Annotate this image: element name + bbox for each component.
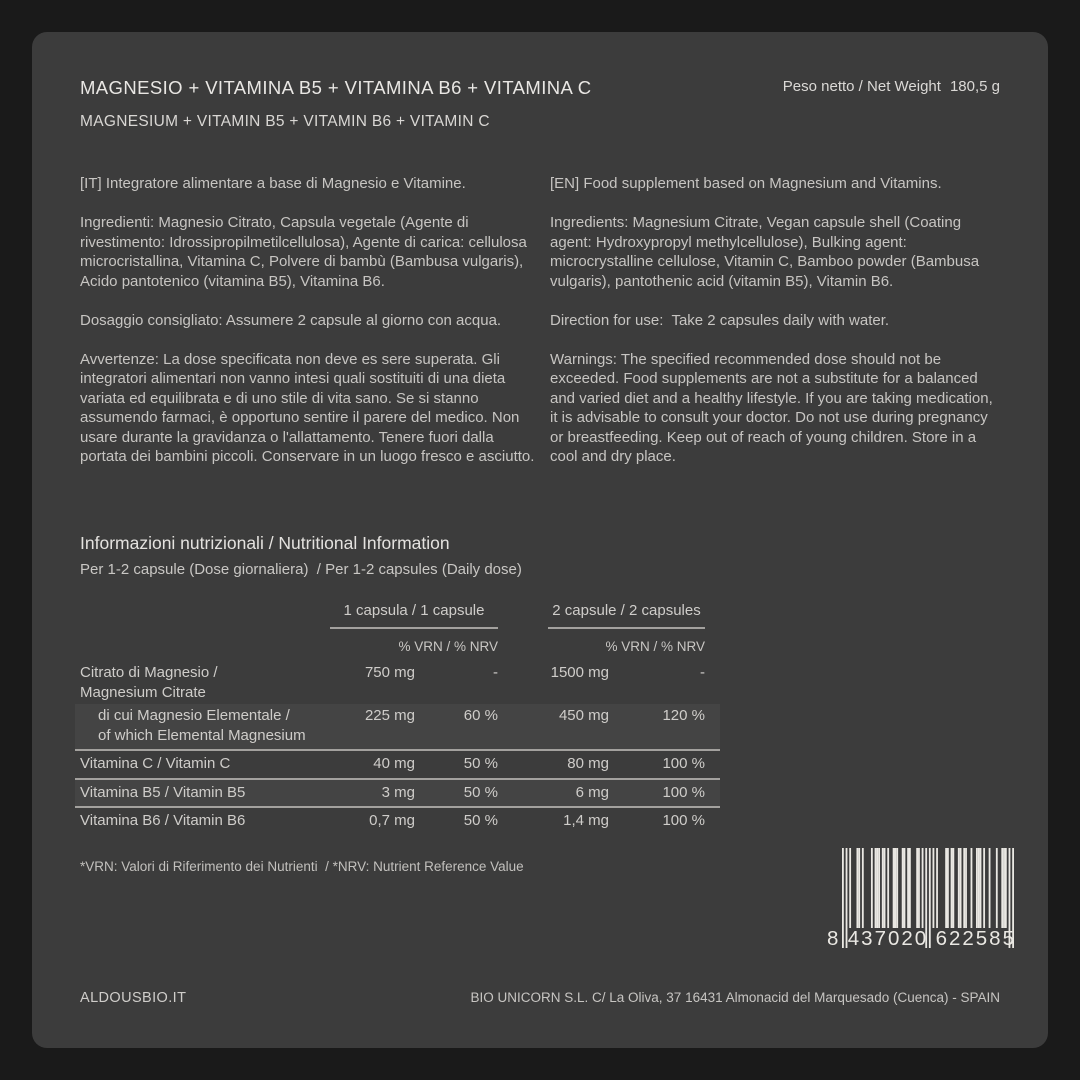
it-intro: [IT] Integratore alimentare a base di Magnesio e Vitamine. [80, 175, 466, 192]
english-text-column [550, 174, 1002, 486]
empty-cell [80, 601, 330, 630]
nutrition-table [75, 601, 720, 835]
barcode-digits [827, 927, 1016, 951]
nrv-2-capsules: 100 % [662, 755, 705, 772]
nutrient-name: Vitamina B6 / Vitamin B6 [80, 812, 246, 829]
en-warnings: Warnings: The specified recommended dose should not be exceeded. Food supplements are not a substitute for a balanced and varied diet and a healthy lifestyle. If you are taking medication, it is advisable to consult your doctor. Do not use during pregnancy or breastfeeding. Keep out of reach of young children. Store in a cool and dry place. [550, 350, 997, 465]
label-panel [32, 32, 1048, 1048]
nutrient-name-line1: Citrato di Magnesio / [80, 664, 218, 681]
amount-2-capsules: 1,4 mg [563, 812, 609, 829]
nutrient-name [80, 663, 330, 702]
nutrition-heading: Informazioni nutrizionali / Nutritional Information [80, 533, 450, 553]
product-title-italian: MAGNESIO + VITAMINA B5 + VITAMINA B6 + VITAMINA C [80, 77, 592, 98]
nrv-2-capsules: 100 % [662, 783, 705, 801]
table-column-headers [75, 601, 720, 630]
net-weight-label: Peso netto / Net Weight [782, 78, 941, 95]
net-weight-value: 180,5 g [949, 78, 1000, 95]
it-ingredients: Ingredienti: Magnesio Citrato, Capsula vegetale (Agente di rivestimento: Idrossipropilmetilcellulosa), Agente di carica: cellulosa microcristallina, Vitamina C, Polvere di bambù (Bambusa vulgaris), Acido pantotenico (vitamina B5), Vitamina B6. [80, 214, 532, 290]
net-weight [783, 76, 1000, 95]
amount-2-capsules: 6 mg [575, 783, 609, 801]
it-warnings: Avvertenze: La dose specificata non deve es sere superata. Gli integratori alimentari non vanno intesi quali sostituiti di una dieta variata ed equilibrata e di uno stile di vita sano. Se si stanno assumendo farmaci, è opportuno sentire il parere del medico. Non usare durante la gravidanza o l'allattamento. Tenere fuori dalla portata dei bambini piccoli. Conservare in un luogo fresco e asciutto. [80, 350, 535, 465]
barcode [827, 848, 1016, 952]
en-ingredients: Ingredients: Magnesium Citrate, Vegan capsule shell (Coating agent: Hydroxypropyl methylcellulose), Bulking agent: microcrystalline cellulose, Vitamin C, Bamboo powder (Bambusa vulgaris), pantothenic acid (vitamin B5), Vitamin B6. [550, 214, 984, 290]
nrv-1-capsule: 50 % [463, 783, 498, 801]
col-header-1-capsule: 1 capsula / 1 capsule [330, 601, 498, 630]
nutrient-name-line2: of which Elemental Magnesium [98, 726, 306, 744]
table-row-vitamin-c [75, 751, 720, 778]
manufacturer-address: BIO UNICORN S.L. C/ La Oliva, 37 16431 Almonacid del Marquesado (Cuenca) - SPAIN [470, 990, 1000, 1005]
website: ALDOUSBIO.IT [80, 990, 187, 1006]
nutrient-name-line2: Magnesium Citrate [80, 683, 206, 701]
table-nrv-headers [75, 629, 720, 661]
amount-2-capsules: 1500 mg [550, 664, 609, 681]
nrv-header-2: % VRN / % NRV [605, 639, 705, 654]
it-dosage: Dosaggio consigliato: Assumere 2 capsule al giorno con acqua. [80, 311, 502, 329]
table-row-elemental-magnesium [75, 704, 720, 749]
nrv-2-capsules: - [700, 664, 705, 681]
amount-2-capsules: 80 mg [567, 755, 609, 772]
barcode-digit-group-2: 622585 [935, 927, 1016, 950]
col-header-2-capsules: 2 capsule / 2 capsules [548, 601, 705, 630]
column-gap [498, 638, 548, 655]
nutrition-footnote: *VRN: Valori di Riferimento dei Nutrienti / *NRV: Nutrient Reference Value [80, 858, 524, 874]
amount-2-capsules: 450 mg [558, 707, 609, 724]
nutrition-section [80, 532, 1000, 874]
title-block [80, 76, 592, 132]
nutrient-name-line1: di cui Magnesio Elementale / [98, 707, 290, 724]
column-gap [498, 706, 548, 745]
amount-1-capsule: 40 mg [373, 755, 415, 772]
empty-cell [80, 638, 330, 655]
italian-text-column [80, 174, 540, 486]
nrv-2-capsules: 100 % [662, 812, 705, 829]
label-header [80, 76, 1000, 132]
nutrient-name [80, 706, 330, 745]
column-gap [498, 663, 548, 702]
column-gap [498, 783, 548, 803]
table-row-magnesium-citrate [75, 661, 720, 704]
en-intro: [EN] Food supplement based on Magnesium and Vitamins. [550, 175, 942, 192]
column-gap [498, 811, 548, 831]
column-gap [498, 601, 548, 630]
product-title-english: MAGNESIUM + VITAMIN B5 + VITAMIN B6 + VITAMIN C [80, 113, 490, 130]
nrv-header-1: % VRN / % NRV [398, 639, 498, 654]
column-gap [498, 754, 548, 774]
table-row-vitamin-b5 [75, 780, 720, 807]
nutrition-subheading: Per 1-2 capsule (Dose giornaliera) / Per 1-2 capsules (Daily dose) [80, 561, 522, 578]
barcode-digit-first: 8 [827, 927, 841, 950]
label-footer [80, 990, 1000, 1006]
body-text [80, 174, 1002, 486]
en-directions: Direction for use: Take 2 capsules daily with water. [550, 311, 890, 329]
nrv-2-capsules: 120 % [662, 707, 705, 724]
amount-1-capsule: 750 mg [364, 664, 415, 681]
amount-1-capsule: 3 mg [381, 783, 415, 801]
nrv-1-capsule: 50 % [463, 812, 498, 829]
nrv-1-capsule: 60 % [463, 707, 498, 724]
nutrient-name: Vitamina C / Vitamin C [80, 755, 231, 772]
amount-1-capsule: 0,7 mg [369, 812, 415, 829]
barcode-digit-group-1: 437020 [847, 927, 929, 950]
nrv-1-capsule: - [493, 664, 498, 681]
amount-1-capsule: 225 mg [364, 707, 415, 724]
table-row-vitamin-b6 [75, 808, 720, 835]
nrv-1-capsule: 50 % [463, 755, 498, 772]
nutrient-name: Vitamina B5 / Vitamin B5 [80, 783, 246, 801]
